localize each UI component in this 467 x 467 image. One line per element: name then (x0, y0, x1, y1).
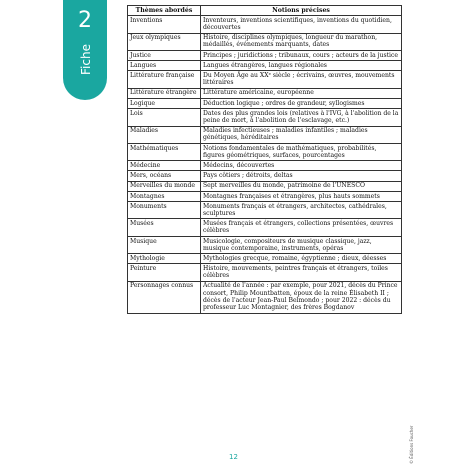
themes-table (127, 5, 402, 314)
theme-cell: Musées (128, 219, 201, 236)
theme-cell: Mythologie (128, 254, 201, 264)
table-row (128, 126, 402, 143)
chapter-number: 2 (78, 8, 92, 33)
table-row (128, 33, 402, 50)
chapter-tab (63, 0, 107, 100)
header-themes: Thèmes abordés (128, 6, 201, 16)
notion-cell: Maladies infectieuses ; maladies infantiles ; maladies génétiques, héréditaires (201, 126, 402, 143)
notion-cell: Inventeurs, inventions scientifiques, inventions du quotidien, découvertes (201, 16, 402, 33)
theme-cell: Médecine (128, 161, 201, 171)
table-row (128, 181, 402, 191)
header-notions: Notions précises (201, 6, 402, 16)
table-row (128, 236, 402, 253)
page-number: 12 (229, 453, 238, 461)
table-row (128, 71, 402, 88)
notion-cell: Histoire, disciplines olympiques, longueur du marathon, médaillés, événements marquants, dates (201, 33, 402, 50)
notion-cell: Médecins, découvertes (201, 161, 402, 171)
theme-cell: Littérature française (128, 71, 201, 88)
notion-cell: Montagnes françaises et étrangères, plus hauts sommets (201, 191, 402, 201)
theme-cell: Personnages connus (128, 281, 201, 313)
table-row (128, 264, 402, 281)
table-row (128, 161, 402, 171)
notion-cell: Sept merveilles du monde, patrimoine de l'UNESCO (201, 181, 402, 191)
notion-cell: Principes ; juridictions ; tribunaux, cours ; acteurs de la justice (201, 50, 402, 60)
table-row (128, 61, 402, 71)
theme-cell: Justice (128, 50, 201, 60)
notion-cell: Histoire, mouvements, peintres français et étrangers, toiles célèbres (201, 264, 402, 281)
notion-cell: Monuments français et étrangers, architectes, cathédrales, sculptures (201, 202, 402, 219)
theme-cell: Jeux olympiques (128, 33, 201, 50)
theme-cell: Montagnes (128, 191, 201, 201)
table-row (128, 254, 402, 264)
copyright-notice: © Éditions Foucher (409, 425, 414, 464)
table-row (128, 143, 402, 160)
theme-cell: Lois (128, 109, 201, 126)
notion-cell: Du Moyen Âge au XXᵉ siècle ; écrivains, œuvres, mouvements littéraires (201, 71, 402, 88)
notion-cell: Actualité de l'année : par exemple, pour 2021, décès du Prince consort, Philip Mountbatten, époux de la reine Élisabeth II ; décès de l'acteur Jean-Paul Belmondo ; pour 2022 : décès du professeur Luc Montagnier, des frères Bogdanov (201, 281, 402, 313)
theme-cell: Monuments (128, 202, 201, 219)
theme-cell: Logique (128, 98, 201, 108)
theme-cell: Maladies (128, 126, 201, 143)
notion-cell: Pays côtiers ; détroits, deltas (201, 171, 402, 181)
table-row (128, 171, 402, 181)
theme-cell: Musique (128, 236, 201, 253)
notion-cell: Dates des plus grandes lois (relatives à l'IVG, à l'abolition de la peine de mort, à l'abolition de l'esclavage, etc.) (201, 109, 402, 126)
chapter-label: Fiche (79, 44, 93, 75)
table-row (128, 50, 402, 60)
theme-cell: Merveilles du monde (128, 181, 201, 191)
theme-cell: Inventions (128, 16, 201, 33)
notion-cell: Littérature américaine, européenne (201, 88, 402, 98)
theme-cell: Mathématiques (128, 143, 201, 160)
table-row (128, 191, 402, 201)
table-row (128, 98, 402, 108)
theme-cell: Peinture (128, 264, 201, 281)
theme-cell: Littérature étrangère (128, 88, 201, 98)
notion-cell: Musées français et étrangers, collections présentées, œuvres célèbres (201, 219, 402, 236)
notion-cell: Musicologie, compositeurs de musique classique, jazz, musique contemporaine, instruments, opéras (201, 236, 402, 253)
notion-cell: Déduction logique ; ordres de grandeur, syllogismes (201, 98, 402, 108)
table-row (128, 202, 402, 219)
table-row (128, 88, 402, 98)
theme-cell: Mers, océans (128, 171, 201, 181)
table-row (128, 109, 402, 126)
table-row (128, 219, 402, 236)
table-row (128, 16, 402, 33)
table-row (128, 281, 402, 313)
notion-cell: Langues étrangères, langues régionales (201, 61, 402, 71)
theme-cell: Langues (128, 61, 201, 71)
notion-cell: Mythologies grecque, romaine, égyptienne ; dieux, déesses (201, 254, 402, 264)
table-header-row (128, 6, 402, 16)
notion-cell: Notions fondamentales de mathématiques, probabilités, figures géométriques, surfaces, pourcentages (201, 143, 402, 160)
